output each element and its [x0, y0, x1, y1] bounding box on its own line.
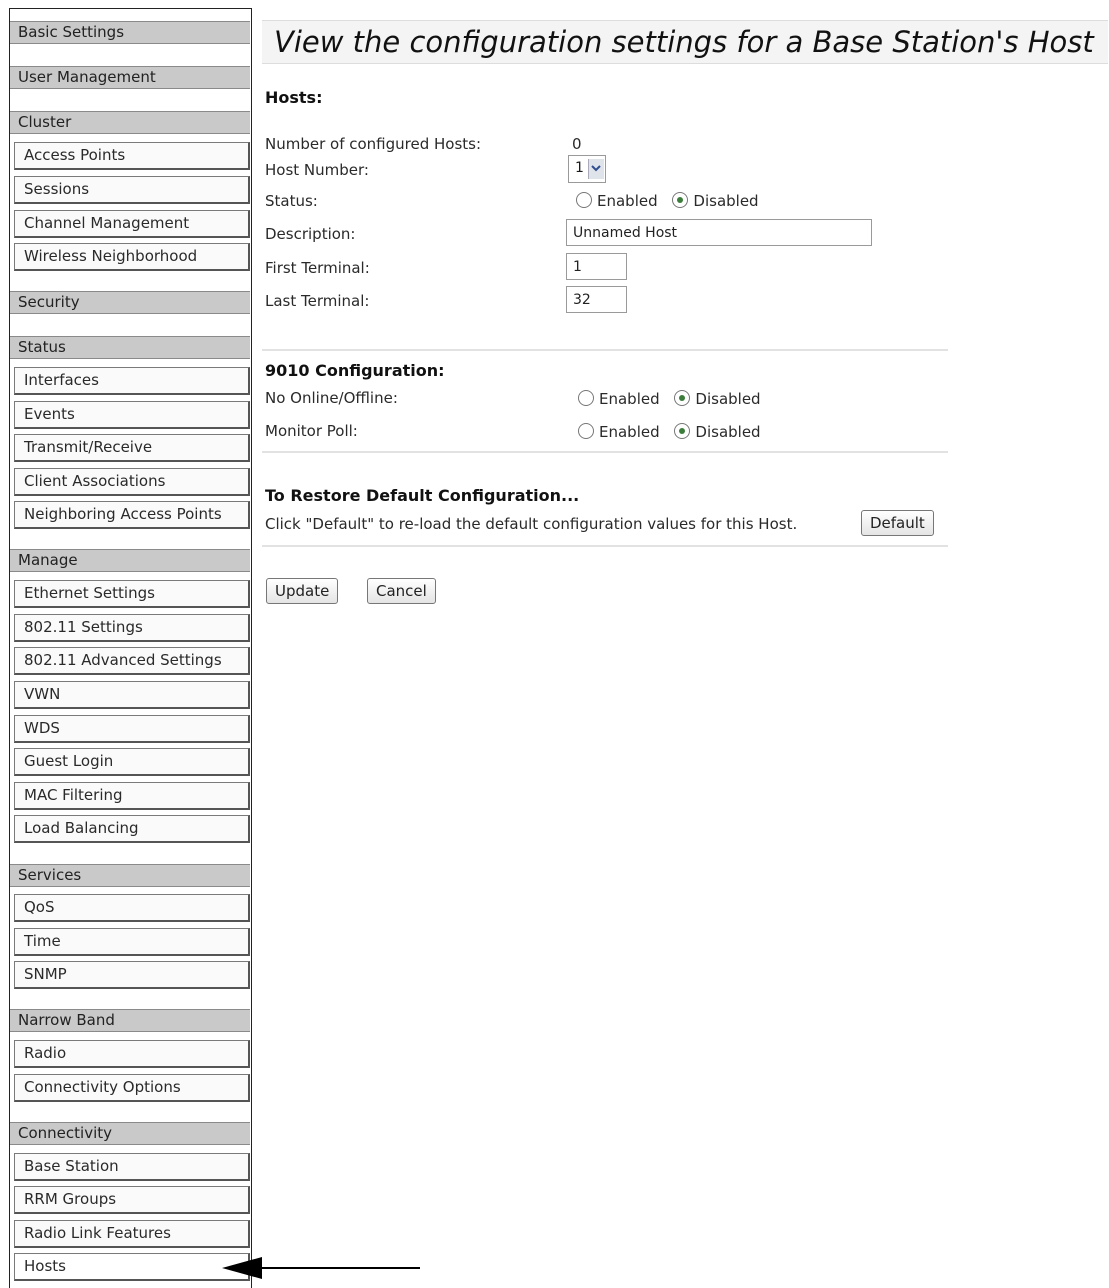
sidebar-item-guest-login[interactable]: Guest Login — [14, 748, 250, 776]
sidebar-category-security[interactable]: Security — [10, 291, 250, 314]
sidebar-item-base-station[interactable]: Base Station — [14, 1153, 250, 1181]
section-divider — [262, 451, 948, 453]
sidebar-category-narrow-band[interactable]: Narrow Band — [10, 1009, 250, 1032]
sidebar-item-channel-management[interactable]: Channel Management — [14, 210, 250, 238]
first-terminal-input[interactable] — [566, 253, 627, 280]
monitor-poll-disabled-radio[interactable] — [674, 423, 690, 439]
sidebar-item-radio-link-features[interactable]: Radio Link Features — [14, 1220, 250, 1248]
status-enabled-radio[interactable] — [576, 192, 592, 208]
sidebar-category-status[interactable]: Status — [10, 336, 250, 359]
hosts-heading: Hosts: — [265, 88, 323, 107]
monitor-poll-radio-group — [578, 423, 771, 441]
sidebar-category-manage[interactable]: Manage — [10, 549, 250, 572]
no-online-disabled-radio[interactable] — [674, 390, 690, 406]
sidebar-item-wds[interactable]: WDS — [14, 715, 250, 743]
sidebar-item-client-associations[interactable]: Client Associations — [14, 468, 250, 496]
sidebar-item-events[interactable]: Events — [14, 401, 250, 429]
status-enabled-label: Enabled — [597, 192, 658, 210]
sidebar-item-time[interactable]: Time — [14, 928, 250, 956]
host-number-select[interactable] — [568, 155, 606, 183]
update-button[interactable]: Update — [266, 578, 338, 604]
section-divider — [262, 349, 948, 351]
sidebar-item-transmit-receive[interactable]: Transmit/Receive — [14, 434, 250, 462]
sidebar-category-connectivity[interactable]: Connectivity — [10, 1122, 250, 1145]
sidebar-item-interfaces[interactable]: Interfaces — [14, 367, 250, 395]
status-label: Status: — [265, 192, 318, 210]
restore-default-heading: To Restore Default Configuration... — [265, 486, 580, 505]
sidebar-category-basic-settings[interactable]: Basic Settings — [10, 21, 250, 44]
sidebar-item-load-balancing[interactable]: Load Balancing — [14, 815, 250, 843]
sidebar-item-radio[interactable]: Radio — [14, 1040, 250, 1068]
last-terminal-label: Last Terminal: — [265, 292, 370, 310]
num-configured-hosts-value: 0 — [572, 135, 582, 153]
arrow-left-icon — [222, 1256, 422, 1282]
status-radio-group — [576, 192, 769, 210]
no-online-offline-radio-group — [578, 390, 771, 408]
no-online-enabled-label: Enabled — [599, 390, 660, 408]
cancel-button[interactable]: Cancel — [367, 578, 436, 604]
page-title: View the configuration settings for a Base Station's Host — [262, 20, 1108, 64]
sidebar-item-80211-advanced-settings[interactable]: 802.11 Advanced Settings — [14, 647, 250, 675]
sidebar-nav — [9, 8, 252, 1288]
sidebar-item-mac-filtering[interactable]: MAC Filtering — [14, 782, 250, 810]
monitor-poll-disabled-label: Disabled — [695, 423, 761, 441]
description-input[interactable] — [566, 219, 872, 246]
monitor-poll-enabled-radio[interactable] — [578, 423, 594, 439]
monitor-poll-label: Monitor Poll: — [265, 422, 358, 440]
first-terminal-label: First Terminal: — [265, 259, 370, 277]
sidebar-item-vwn[interactable]: VWN — [14, 681, 250, 709]
sidebar-item-connectivity-options[interactable]: Connectivity Options — [14, 1074, 250, 1102]
no-online-disabled-label: Disabled — [695, 390, 761, 408]
monitor-poll-enabled-label: Enabled — [599, 423, 660, 441]
sidebar-item-sessions[interactable]: Sessions — [14, 176, 250, 204]
host-number-value: 1 — [575, 160, 584, 176]
restore-default-text: Click "Default" to re-load the default configuration values for this Host. — [265, 515, 798, 533]
sidebar-category-user-management[interactable]: User Management — [10, 66, 250, 89]
status-disabled-label: Disabled — [693, 192, 759, 210]
sidebar-item-80211-settings[interactable]: 802.11 Settings — [14, 614, 250, 642]
no-online-enabled-radio[interactable] — [578, 390, 594, 406]
last-terminal-input[interactable] — [566, 286, 627, 313]
description-label: Description: — [265, 225, 356, 243]
config-9010-heading: 9010 Configuration: — [265, 361, 445, 380]
default-button[interactable]: Default — [861, 510, 934, 536]
sidebar-item-access-points[interactable]: Access Points — [14, 142, 250, 170]
sidebar-item-ethernet-settings[interactable]: Ethernet Settings — [14, 580, 250, 608]
section-divider — [262, 545, 948, 547]
sidebar-category-services[interactable]: Services — [10, 864, 250, 887]
sidebar-item-snmp[interactable]: SNMP — [14, 961, 250, 989]
no-online-offline-label: No Online/Offline: — [265, 389, 398, 407]
sidebar-item-wireless-neighborhood[interactable]: Wireless Neighborhood — [14, 243, 250, 271]
chevron-down-icon — [588, 159, 604, 179]
num-configured-hosts-label: Number of configured Hosts: — [265, 135, 482, 153]
sidebar-item-qos[interactable]: QoS — [14, 894, 250, 922]
status-disabled-radio[interactable] — [672, 192, 688, 208]
sidebar-item-neighboring-access-points[interactable]: Neighboring Access Points — [14, 501, 250, 529]
sidebar-item-rrm-groups[interactable]: RRM Groups — [14, 1186, 250, 1214]
sidebar-item-hosts[interactable]: Hosts — [14, 1253, 250, 1281]
sidebar-category-cluster[interactable]: Cluster — [10, 111, 250, 134]
host-number-label: Host Number: — [265, 161, 369, 179]
